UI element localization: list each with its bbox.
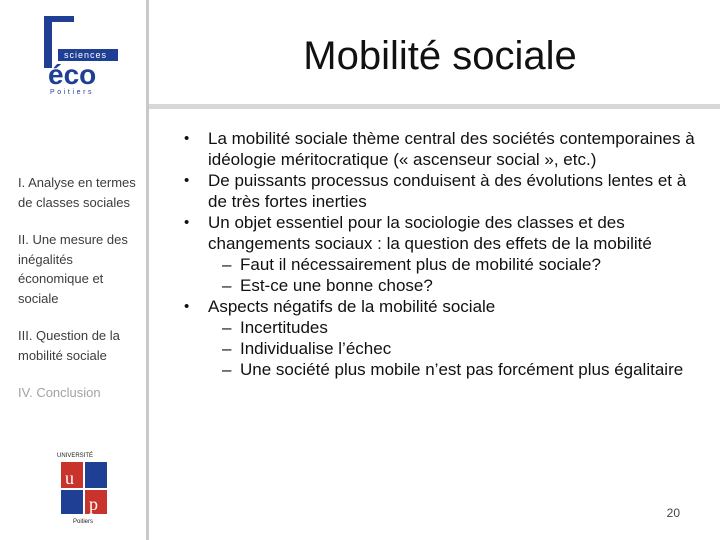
sub-bullet-text: Faut il nécessairement plus de mobilité sociale? — [240, 255, 601, 274]
svg-text:p: p — [89, 494, 98, 514]
sidebar-item-mesure[interactable]: II. Une mesure des inégalités économique et sociale — [18, 232, 128, 306]
univ-logo-poitiers: Poitiers — [73, 519, 94, 525]
bullet-item — [180, 128, 700, 170]
bullet-text: Un objet essentiel pour la sociologie des classes et des changements sociaux : la question des effets de la mobilité — [208, 213, 652, 253]
logo-poitiers-text: Poitiers — [50, 89, 95, 96]
sub-bullet-item — [180, 338, 700, 359]
sidebar-item-mobilite[interactable]: III. Question de la mobilité sociale — [18, 328, 120, 363]
bullet-text: La mobilité sociale thème central des sociétés contemporaines à idéologie méritocratique (« ascenseur social », etc.) — [208, 129, 695, 169]
sub-bullet-dash: – — [222, 318, 232, 337]
slide-title: Mobilité sociale — [303, 34, 577, 78]
bullet-dot: • — [184, 298, 190, 315]
bullet-text: De puissants processus conduisent à des évolutions lentes et à de très fortes inerties — [208, 171, 687, 211]
sub-bullet-text: Incertitudes — [240, 318, 328, 337]
bullet-item — [180, 212, 700, 254]
slide-content — [180, 128, 700, 380]
sub-bullet-dash: – — [222, 276, 232, 295]
page-number: 20 — [666, 506, 680, 520]
logo-sciences-text: sciences — [64, 50, 108, 60]
sub-bullet-dash: – — [222, 339, 232, 358]
sciences-eco-logo — [44, 16, 120, 96]
bullet-dot: • — [184, 214, 190, 231]
logo-eco-text: éco — [48, 59, 97, 90]
univ-logo-title: UNIVERSITÉ — [57, 453, 94, 459]
bullet-text: Aspects négatifs de la mobilité sociale — [208, 297, 496, 316]
sub-bullet-dash: – — [222, 255, 232, 274]
universite-poitiers-logo — [55, 448, 115, 526]
bullet-dot: • — [184, 172, 190, 189]
bullet-item — [180, 170, 700, 212]
sub-bullet-item — [180, 359, 700, 380]
sub-bullet-text: Individualise l’échec — [240, 339, 392, 358]
svg-text:u: u — [65, 468, 74, 488]
bullet-item — [180, 296, 700, 317]
sub-bullet-item — [180, 275, 700, 296]
sidebar-nav — [18, 173, 142, 421]
sidebar-item-analyse[interactable]: I. Analyse en termes de classes sociales — [18, 175, 136, 210]
sub-bullet-item — [180, 254, 700, 275]
sub-bullet-dash: – — [222, 360, 232, 379]
sub-bullet-item — [180, 317, 700, 338]
sub-bullet-text: Une société plus mobile n’est pas forcément plus égalitaire — [240, 360, 684, 379]
sub-bullet-text: Est-ce une bonne chose? — [240, 276, 433, 295]
bullet-dot: • — [184, 130, 190, 147]
sidebar-item-conclusion[interactable]: IV. Conclusion — [18, 385, 101, 400]
